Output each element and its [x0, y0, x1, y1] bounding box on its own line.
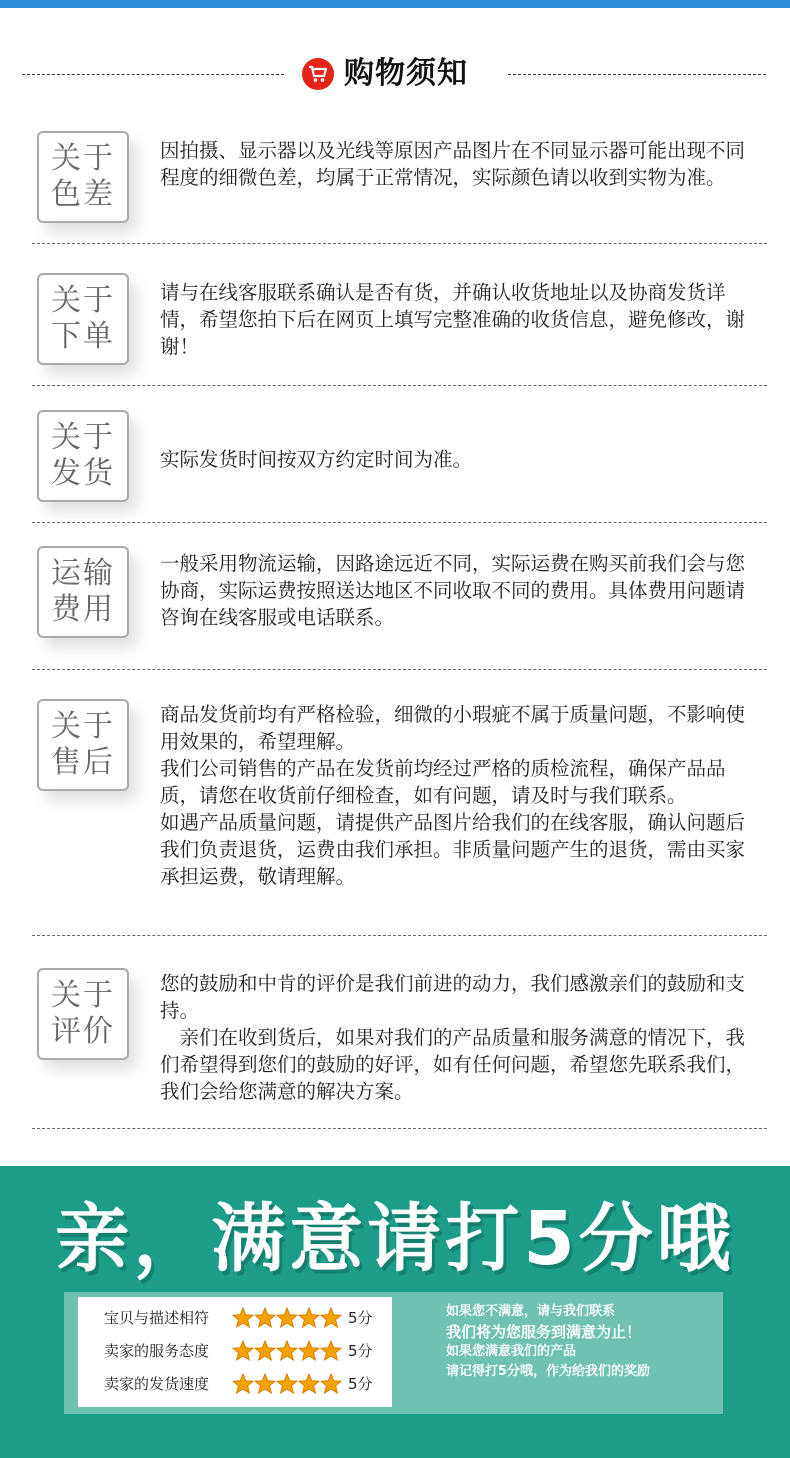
section-paragraph: 商品发货前均有严格检验，细微的小瑕疵不属于质量问题，不影响使用效果的，希望理解。 [160, 703, 746, 753]
star-icon [276, 1307, 298, 1328]
section-reviews [0, 968, 790, 1118]
star-icon [276, 1340, 298, 1361]
star-rating [232, 1307, 342, 1329]
page-header [0, 50, 790, 94]
section-text [160, 137, 750, 191]
section-text [160, 970, 750, 1105]
header-divider-right [508, 74, 766, 75]
badge-line-1: 关于 [51, 978, 115, 1013]
rating-banner [0, 1166, 790, 1458]
rating-row [78, 1335, 392, 1367]
star-icon [254, 1307, 276, 1328]
star-icon [254, 1373, 276, 1394]
rating-score: 5分 [348, 1342, 373, 1360]
badge-line-2: 下单 [51, 319, 115, 354]
badge-line-1: 关于 [51, 283, 115, 318]
badge-line-2: 费用 [51, 592, 115, 627]
badge-line-1: 关于 [51, 420, 115, 455]
badge-line-2: 评价 [51, 1014, 115, 1049]
note-line: 我们将为您服务到满意为止！ [446, 1323, 642, 1341]
section-badge [37, 699, 129, 791]
star-rating [232, 1340, 342, 1362]
star-icon [232, 1340, 254, 1361]
section-ordering [0, 273, 790, 383]
section-text [160, 446, 750, 473]
badge-line-1: 关于 [51, 709, 115, 744]
star-icon [276, 1373, 298, 1394]
star-rating [232, 1373, 342, 1395]
section-after-sales [0, 699, 790, 934]
badge-line-1: 运输 [51, 556, 115, 591]
section-divider [32, 243, 767, 244]
section-divider [32, 669, 767, 670]
section-badge [37, 131, 129, 223]
section-divider [32, 385, 767, 386]
badge-line-2: 售后 [51, 745, 115, 780]
badge-line-2: 色差 [51, 177, 115, 212]
rating-label: 宝贝与描述相符 [104, 1309, 210, 1327]
note-line: 如果您满意我们的产品 [446, 1344, 577, 1359]
section-divider [32, 1128, 767, 1129]
section-badge [37, 410, 129, 502]
section-shipping [0, 410, 790, 520]
section-shipping-cost [0, 546, 790, 666]
rating-score: 5分 [348, 1375, 373, 1393]
top-accent-bar [0, 0, 790, 8]
section-divider [32, 522, 767, 523]
section-divider [32, 935, 767, 936]
rating-note [446, 1302, 722, 1382]
star-icon [254, 1340, 276, 1361]
section-text [160, 279, 750, 360]
star-icon [298, 1307, 320, 1328]
star-icon [320, 1373, 342, 1394]
badge-line-1: 关于 [51, 141, 115, 176]
section-text [160, 550, 750, 631]
header-divider-left [22, 74, 284, 75]
badge-line-2: 发货 [51, 456, 115, 491]
rating-row [78, 1368, 392, 1400]
star-icon [320, 1340, 342, 1361]
section-badge [37, 546, 129, 638]
star-icon [232, 1373, 254, 1394]
section-paragraph: 因拍摄、显示器以及光线等原因产品图片在不同显示器可能出现不同程度的细微色差，均属于正常情况，实际颜色请以收到实物为准。 [160, 139, 746, 189]
rating-label: 卖家的发货速度 [104, 1375, 210, 1393]
section-text [160, 701, 750, 890]
section-badge [37, 273, 129, 365]
rating-box [78, 1297, 392, 1407]
star-icon [298, 1340, 320, 1361]
section-paragraph: 如遇产品质量问题，请提供产品图片给我们的在线客服，确认问题后我们负责退货，运费由我们承担。非质量问题产生的退货，需由买家承担运费，敬请理解。 [160, 811, 746, 888]
section-paragraph: 亲们在收到货后，如果对我们的产品质量和服务满意的情况下，我们希望得到您们的鼓励的好评，如有任何问题，希望您先联系我们，我们会给您满意的解决方案。 [160, 1026, 746, 1103]
rating-row [78, 1302, 392, 1334]
star-icon [232, 1307, 254, 1328]
star-icon [298, 1373, 320, 1394]
section-paragraph: 您的鼓励和中肯的评价是我们前进的动力，我们感激亲们的鼓励和支持。 [160, 972, 746, 1022]
rating-slogan: 亲，满意请打5分哦 [55, 1196, 735, 1282]
page-title: 购物须知 [344, 56, 468, 91]
cart-icon [302, 58, 334, 90]
section-paragraph: 实际发货时间按双方约定时间为准。 [160, 448, 473, 471]
section-color-difference [0, 131, 790, 246]
section-badge [37, 968, 129, 1060]
section-paragraph: 我们公司销售的产品在发货前均经过严格的质检流程，确保产品品质，请您在收货前仔细检查，如有问题，请及时与我们联系。 [160, 757, 726, 807]
note-line: 如果您不满意，请与我们联系 [446, 1304, 616, 1319]
rating-score: 5分 [348, 1309, 373, 1327]
star-icon [320, 1307, 342, 1328]
rating-label: 卖家的服务态度 [104, 1342, 210, 1360]
note-line: 请记得打5分哦，作为给我们的奖励 [446, 1364, 651, 1379]
section-paragraph: 一般采用物流运输，因路途远近不同，实际运费在购买前我们会与您协商，实际运费按照送达地区不同收取不同的费用。具体费用问题请咨询在线客服或电话联系。 [160, 552, 746, 629]
section-paragraph: 请与在线客服联系确认是否有货，并确认收货地址以及协商发货详情，希望您拍下后在网页上填写完整准确的收货信息，避免修改，谢谢！ [160, 281, 746, 358]
